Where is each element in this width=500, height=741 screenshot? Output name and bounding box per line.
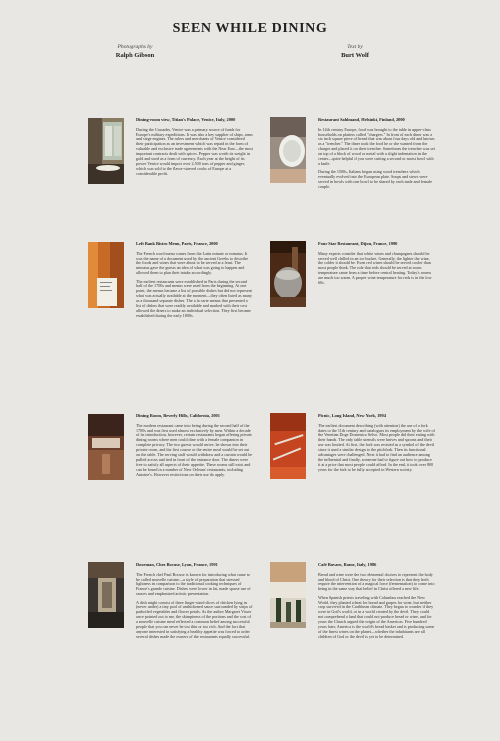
entry-caption: Picnic, Long Island, New York, 1994: [318, 413, 386, 418]
entry-rome: [318, 562, 435, 643]
entry-helsinki: [318, 117, 435, 193]
page-title: SEEN WHILE DINING: [172, 21, 328, 36]
entry-caption: Café Bavaro, Rome, Italy, 1986: [318, 562, 377, 567]
entry-paragraph: During the 1500s, Italians began using wood trenchers which eventually evolved into the European plate. Soups and stews were served in bowls with one bowl to be shared by each male and female couple.: [318, 169, 432, 189]
entry-long-island: [318, 413, 435, 476]
photo-long-island-picnic: [270, 413, 306, 479]
entry-paragraph: The earliest restaurants were established in Paris during the second half of the 1700s and menus were used from the beginning. At one point, the menus became a list of possible dishes but did not represent what was actually available at the moment—they often listed as many as a thousand separate dishes. The a la carte menus that presented a list of dishes that were readily available and marked with their cost allowed the diners to make an individual selection. They first became established during the early 1800s.: [136, 278, 252, 318]
entry-caption: Four Star Restaurant, Dijon, France, 1990: [318, 241, 398, 246]
entry-beverly-hills: [136, 413, 253, 481]
entry-paragraph: The French chef Paul Bocuse is known for introducing what came to be called nouvelle cuisine—a style of preparation that stressed lightness in comparison to the traditional cooking techniques of France's grande cuisine. Dishes were lower in fat, made sparse use of sauces and emphasized artistic presentation.: [136, 571, 251, 597]
photographer-credit: [80, 44, 190, 59]
entry-paris: [136, 241, 253, 322]
entry-dijon: [318, 241, 435, 289]
entry-paragraph: When Spanish priests traveling with Columbus reached the New World, they planted wheat for bread and grapes for wine, but neither crop survived in the Caribbean climate. They began to wonder if they were in God's world, or in a world created by the devil. They could not comprehend a land that could not produce bread or wine, and for years the Church argued the origin of the Americas. Five hundred years later, America is the world's bread basket and is producing some of the finest wines on the planet—whether the inhabitants are all children of God or the devil is yet to be determined.: [318, 594, 435, 639]
entry-paragraph: The French word menu comes from the Latin minute or minutus. It was the name of a document used by the ancient Greeks to describe the foods and wines that were about to be served at a feast. The minutus gave the guests an idea of what was going to happen and allowed them to plan their intake accordingly.: [136, 250, 248, 276]
entry-venice: [136, 117, 253, 180]
entry-paragraph: Bread and wine were the two elemental choices to represent the body and blood of Christ. One theory for their selection is that they both require the intervention of a magical force (fermentation) to come into being in the same way that belief in Christ offered a new life.: [318, 571, 435, 592]
entry-caption: Restaurant Sahlmand, Helsinki, Finland, 2000: [318, 117, 405, 122]
entry-caption: Doorman, Chez Bocuse, Lyon, France, 1991: [136, 562, 218, 567]
photo-helsinki-plates: [270, 117, 306, 183]
photo-rome-cafe: [270, 562, 306, 628]
entry-paragraph: The earliest document describing (with attention) the use of a fork dates to the 11th century and catalogues its employment by the wife of the Venetian Doge Domenico Selvo. Most people did their eating with their hands. The only table utensils were knives and spoons and their use was limited. At first, the fork was resisted as a symbol of the devil since it used a similar design to the pitchfork. Then its functional advantages were challenged. Next it had to find an audience among the influential and finally, someone had to figure out how to produce it at a price that most people could afford. In the end, it took over 800 years for the fork to be fully accepted in Western society.: [318, 422, 435, 472]
photo-beverly-hills-dining-room: [88, 414, 124, 480]
photo-dijon-ice-bucket: [270, 241, 306, 307]
entry-paragraph: Many experts consider that white wines and champagnes should be served well chilled in an ice bucket. Generally, the lighter the wine, the colder it should be. Even red wines should be served cooler than most people think. The rule that reds should be served at room temperature came from a time before central heating. Today's rooms are much too warm. A proper wine temperature for reds is in the low 60s.: [318, 250, 432, 286]
entry-paragraph: A dish might consist of three finger-sized slices of chicken lying in (never under) a tiny pool of unthickened sauce surrounded by strips of parboiled vegetables and flower petals. As the author Margaret Visser once pointed out to me, the skimpiness of the portions and the cost of a nouvelle cuisine meal reflected a common belief among successful people that you can never be too thin or too rich. And the fact that anyone interested in satisfying a healthy appetite was forced to order several dishes made the owners of the restaurants equally successful.: [136, 599, 253, 639]
entry-caption: Dining Room, Beverly Hills, California, 2001: [136, 413, 220, 418]
photo-paris-menu: [88, 242, 124, 308]
entry-paragraph: The modern restaurant came into being during the second half of the 1700s and was first used almost exclusively by men. Within a decade of its introduction, however, certain restaurants began offering private dining rooms where men could dine with a female companion in complete privacy. The two guests would arrive, be shown into their private room, and the first course or the entire meal would be set out on the table. The serving staff would withdraw and a curtain would be pulled across and tied in front of the entrance door. The diners were free to satisfy all aspects of their appetite. These rooms still exist and can be found in a number of New Orleans' restaurants, including Antoine's. However restrictions on their use do apply.: [136, 422, 253, 477]
writer-label: Text by: [347, 44, 363, 50]
entry-paragraph: During the Crusades, Venice was a primary source of funds for Europe's military expeditions. It was also a key supplier of ships, arms and siege engines. The rulers and merchants of Venice considered their participation as an investment which was repaid in the form of valuable and exclusive trade agreements with the Near East—the most important contracts dealt with spices. Pepper was worth its weight in gold and used as a form of currency. Each year at the height of its power Venice would import over 2,500 tons of pepper and ginger, which was sold to the flavor-starved cooks of Europe at a considerable profit.: [136, 126, 253, 176]
writer-credit: [300, 44, 410, 59]
entry-caption: Left Bank Bistro Menu, Paris, France, 2000: [136, 241, 218, 246]
writer-name: Burt Wolf: [341, 52, 369, 59]
entry-paragraph: In 14th century Europe, food was brought to the table in upper-class households on platters called "chargers." In front of each diner was a six inch square piece of bread that was about four days old and known as a "trencher." The diner took the food he or she wanted from the charger and placed it on their trencher. Sometimes the trencher was set on top of a block of wood or metal with a slight indentation in the center—quite helpful if you were cutting a second or moist bowl with a knife.: [318, 126, 435, 166]
photographer-label: Photographs by: [117, 44, 153, 50]
entry-lyon: [136, 562, 253, 643]
photo-lyon-doorman: [88, 562, 124, 628]
entry-caption: Dining-room view, Titian's Palace, Venice, Italy, 2000: [136, 117, 236, 122]
photographer-name: Ralph Gibson: [115, 52, 155, 59]
photo-venice-dining-room: [88, 118, 124, 184]
